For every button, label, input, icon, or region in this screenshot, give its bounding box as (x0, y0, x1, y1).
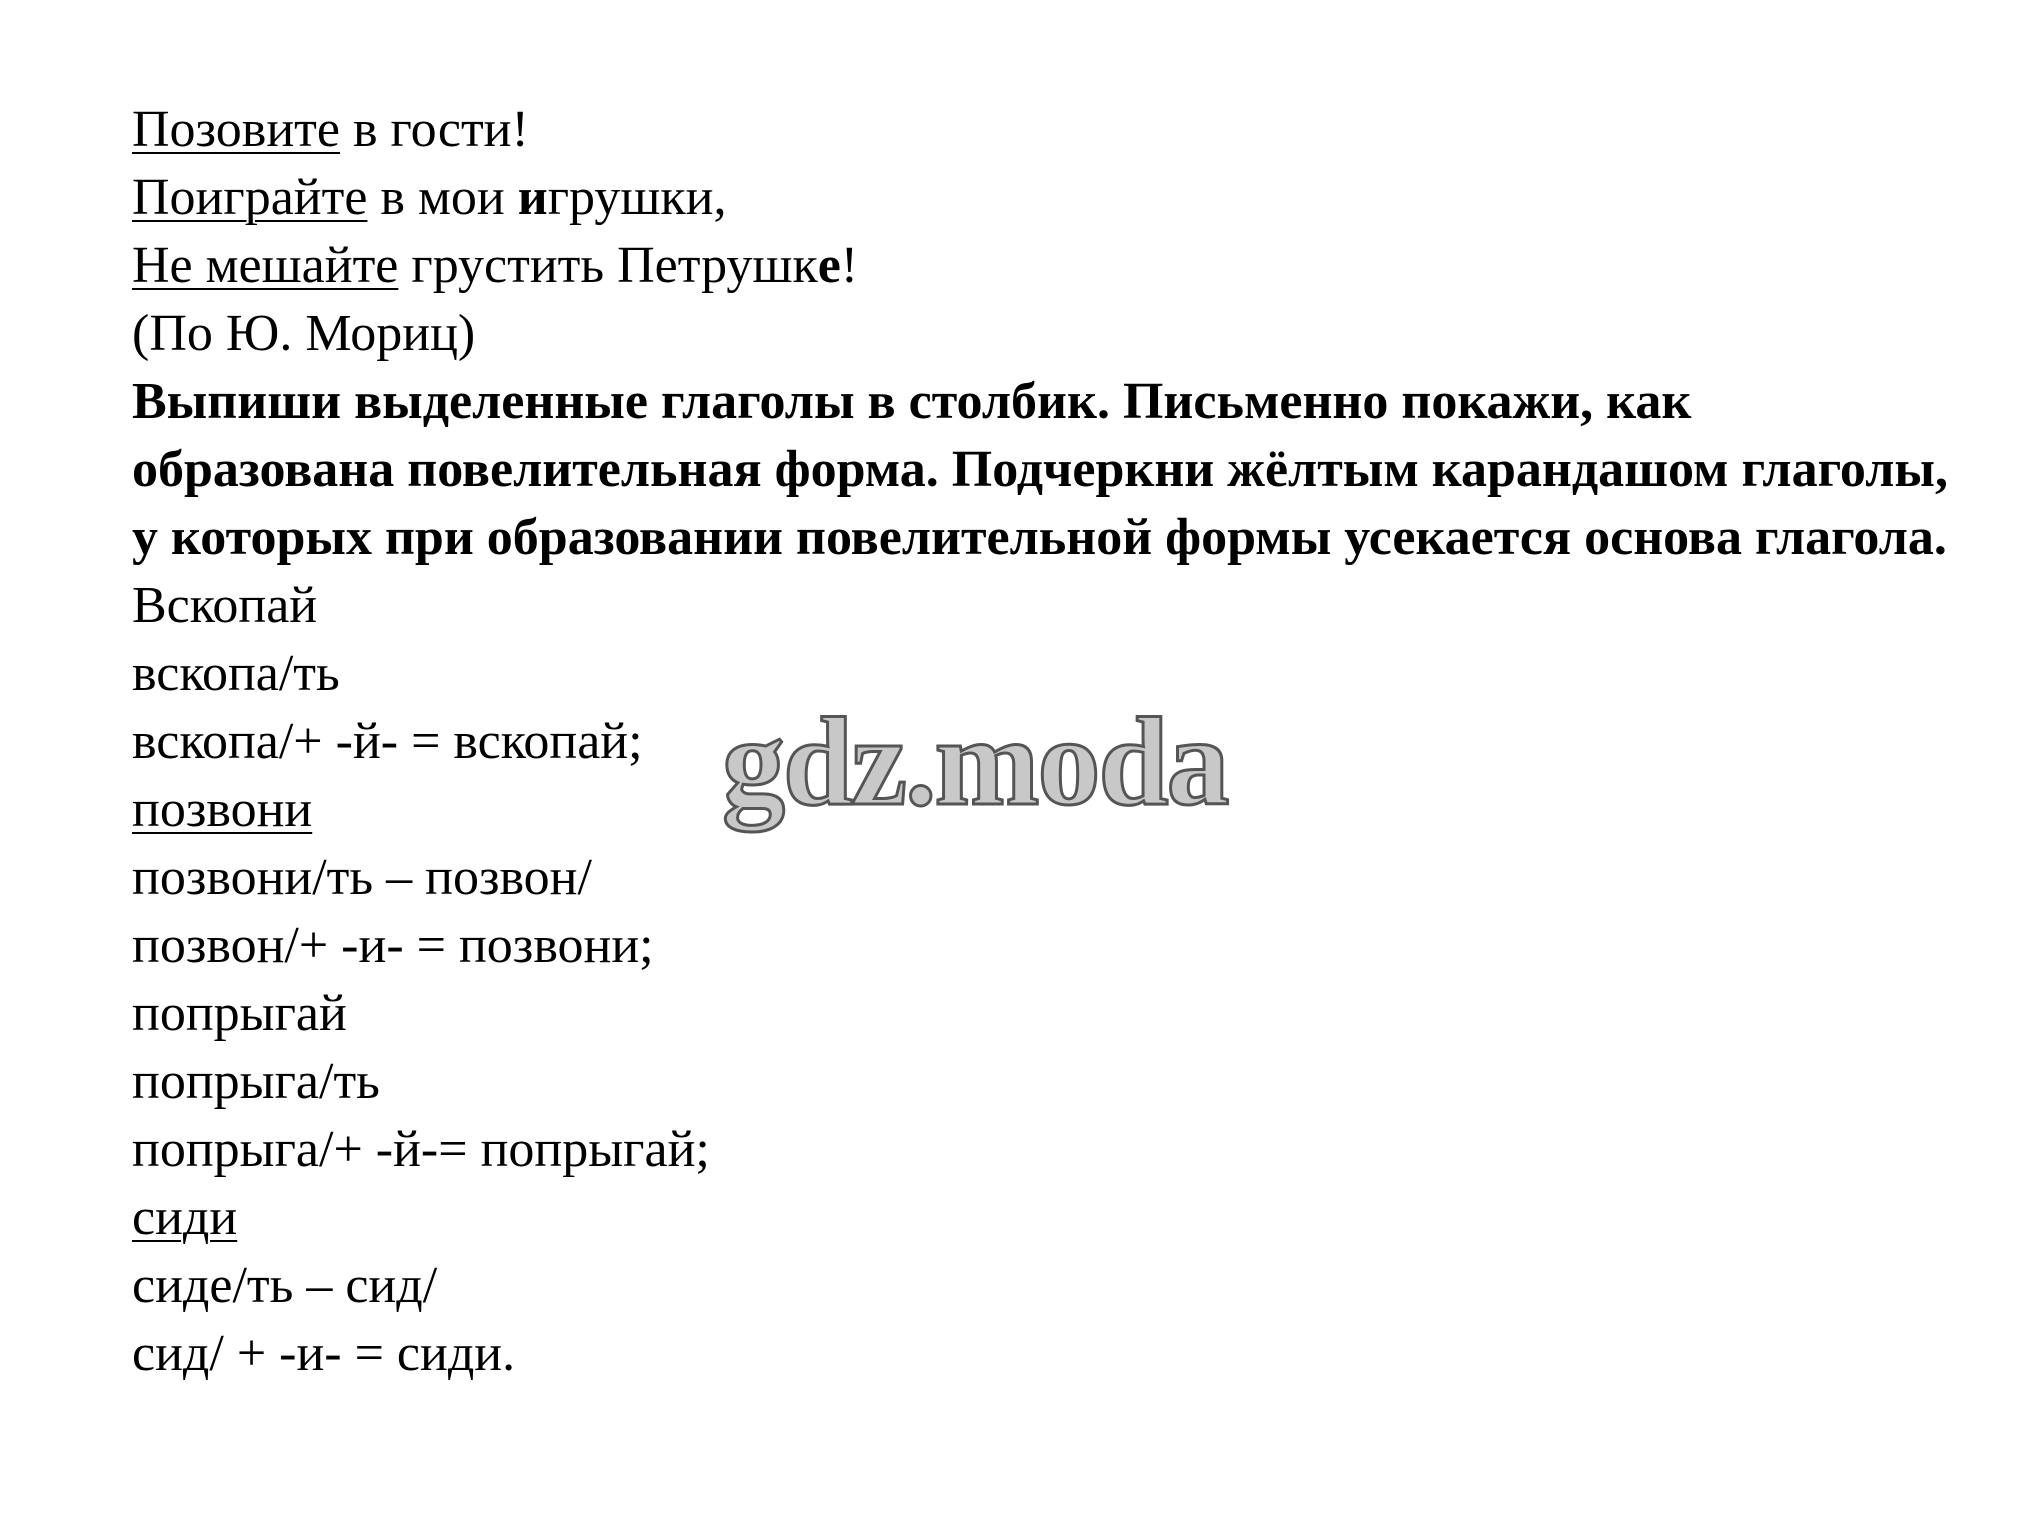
answer-formation: позвон/+ -и- = позвони; (132, 917, 654, 974)
answer-word: попрыгай (132, 985, 347, 1042)
task-instruction: Выпиши выделенные глаголы в столбик. Письменно покажи, как образована повелительная форма. Подчеркни жёлтым карандашом глаголы, у которых при образовании повелительной формы усекается основа глагола. (132, 373, 1949, 566)
poem-text: грушки, (547, 169, 727, 226)
poem-line-3 (132, 232, 1962, 300)
poem-text: в мои (367, 169, 518, 226)
answer-block-4 (132, 1184, 1962, 1388)
answer-formation: сид/ + -и- = сиди. (132, 1325, 516, 1382)
highlighted-verb: Позовите (132, 101, 340, 158)
poem-text: в гости! (339, 101, 529, 158)
underlined-word: сиди (132, 1189, 238, 1246)
poem-line-2 (132, 164, 1962, 232)
poem-source: (По Ю. Мориц) (132, 305, 476, 362)
answer-block-3 (132, 980, 1962, 1184)
bold-letter: и (517, 169, 548, 226)
poem-text: грустить Петрушк (398, 237, 818, 294)
answer-infinitive: попрыга/ть (132, 1053, 380, 1110)
highlighted-verb: Поиграйте (132, 169, 368, 226)
bold-letter: е (817, 237, 841, 294)
poem-line-1 (132, 96, 1962, 164)
watermark-logo: gdz.moda (722, 693, 1228, 832)
answer-formation: вскопа/+ -й- = вскопай; (132, 713, 643, 770)
answer-word: Вскопай (132, 577, 318, 634)
answer-formation: попрыга/+ -й-= попрыгай; (132, 1121, 710, 1178)
answer-word (132, 1184, 1962, 1252)
answer-infinitive: сиде/ть – сид/ (132, 1257, 438, 1314)
answer-infinitive: позвони/ть – позвон/ (132, 849, 592, 906)
poem-text: ! (840, 237, 859, 294)
underlined-word: позвони (132, 781, 313, 838)
answer-infinitive: вскопа/ть (132, 645, 340, 702)
highlighted-verb: Не мешайте (132, 237, 399, 294)
